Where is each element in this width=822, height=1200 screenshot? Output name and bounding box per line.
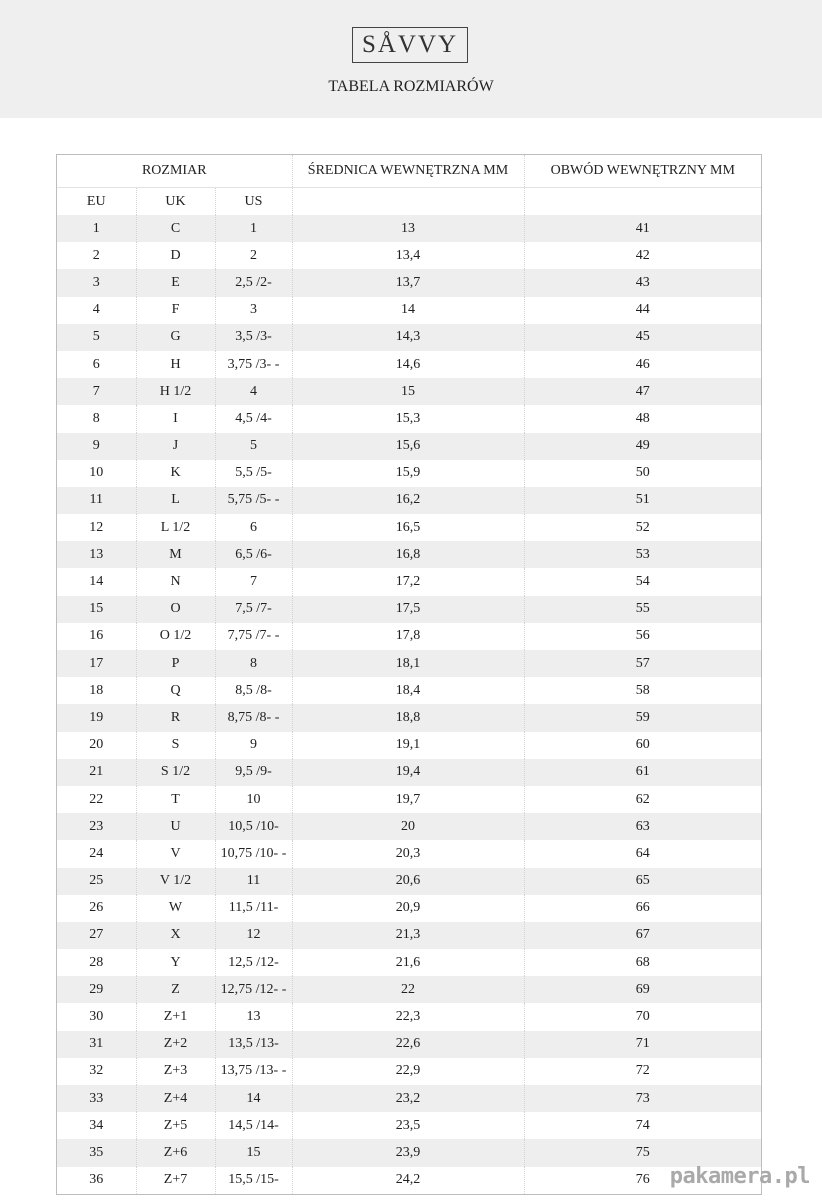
cell-eu: 30: [57, 1003, 136, 1030]
table-row: [57, 1112, 761, 1139]
cell-inner-circumference: 76: [524, 1167, 761, 1194]
cell-eu: 21: [57, 759, 136, 786]
cell-us: 13,75 /13- -: [215, 1058, 292, 1085]
cell-us: 15,5 /15-: [215, 1167, 292, 1194]
cell-inner-circumference: 63: [524, 813, 761, 840]
table-row: [57, 541, 761, 568]
cell-eu: 24: [57, 840, 136, 867]
table-row: [57, 297, 761, 324]
cell-uk: Z+7: [136, 1167, 215, 1194]
cell-uk: Z+5: [136, 1112, 215, 1139]
cell-inner-diameter: 14: [292, 297, 524, 324]
cell-eu: 20: [57, 732, 136, 759]
cell-eu: 19: [57, 704, 136, 731]
cell-eu: 22: [57, 786, 136, 813]
cell-uk: J: [136, 433, 215, 460]
cell-eu: 25: [57, 868, 136, 895]
cell-us: 3,75 /3- -: [215, 351, 292, 378]
cell-uk: Z+4: [136, 1085, 215, 1112]
cell-us: 13: [215, 1003, 292, 1030]
table-row: [57, 568, 761, 595]
brand-logo: SÅVVY: [352, 27, 468, 63]
cell-inner-circumference: 49: [524, 433, 761, 460]
cell-uk: X: [136, 922, 215, 949]
cell-eu: 8: [57, 405, 136, 432]
cell-inner-circumference: 67: [524, 922, 761, 949]
cell-uk: Z+1: [136, 1003, 215, 1030]
cell-uk: C: [136, 215, 215, 242]
subheader-row: [57, 188, 761, 216]
cell-inner-circumference: 65: [524, 868, 761, 895]
cell-us: 5,75 /5- -: [215, 487, 292, 514]
cell-eu: 2: [57, 242, 136, 269]
cell-inner-diameter: 17,8: [292, 623, 524, 650]
cell-uk: V: [136, 840, 215, 867]
cell-inner-circumference: 66: [524, 895, 761, 922]
cell-inner-diameter: 13: [292, 215, 524, 242]
cell-eu: 33: [57, 1085, 136, 1112]
subheader-uk: UK: [136, 188, 215, 216]
table-row: [57, 1167, 761, 1194]
cell-us: 3,5 /3-: [215, 324, 292, 351]
table-row: [57, 813, 761, 840]
cell-inner-circumference: 61: [524, 759, 761, 786]
cell-inner-circumference: 56: [524, 623, 761, 650]
cell-inner-circumference: 62: [524, 786, 761, 813]
cell-inner-circumference: 64: [524, 840, 761, 867]
cell-inner-diameter: 20,6: [292, 868, 524, 895]
cell-uk: H: [136, 351, 215, 378]
cell-inner-diameter: 24,2: [292, 1167, 524, 1194]
cell-inner-circumference: 69: [524, 976, 761, 1003]
cell-inner-circumference: 45: [524, 324, 761, 351]
cell-inner-diameter: 18,1: [292, 650, 524, 677]
table-row: [57, 405, 761, 432]
cell-eu: 16: [57, 623, 136, 650]
cell-uk: H 1/2: [136, 378, 215, 405]
cell-inner-diameter: 20: [292, 813, 524, 840]
subheader-empty: [524, 188, 761, 216]
cell-uk: O: [136, 596, 215, 623]
cell-inner-circumference: 74: [524, 1112, 761, 1139]
cell-us: 14: [215, 1085, 292, 1112]
cell-uk: S: [136, 732, 215, 759]
page-title: TABELA ROZMIARÓW: [328, 78, 494, 95]
cell-inner-circumference: 58: [524, 677, 761, 704]
cell-us: 10,5 /10-: [215, 813, 292, 840]
cell-eu: 9: [57, 433, 136, 460]
cell-us: 4,5 /4-: [215, 405, 292, 432]
cell-inner-diameter: 17,2: [292, 568, 524, 595]
table-row: [57, 324, 761, 351]
cell-us: 10,75 /10- -: [215, 840, 292, 867]
cell-us: 3: [215, 297, 292, 324]
table-row: [57, 460, 761, 487]
table-row: [57, 677, 761, 704]
cell-us: 11: [215, 868, 292, 895]
cell-us: 9,5 /9-: [215, 759, 292, 786]
cell-eu: 6: [57, 351, 136, 378]
cell-inner-circumference: 75: [524, 1139, 761, 1166]
cell-eu: 1: [57, 215, 136, 242]
cell-uk: F: [136, 297, 215, 324]
header-row: [57, 155, 761, 188]
cell-inner-circumference: 73: [524, 1085, 761, 1112]
table-row: [57, 732, 761, 759]
cell-uk: E: [136, 269, 215, 296]
cell-inner-diameter: 15,3: [292, 405, 524, 432]
cell-inner-diameter: 21,6: [292, 949, 524, 976]
cell-inner-circumference: 52: [524, 514, 761, 541]
cell-uk: Y: [136, 949, 215, 976]
cell-us: 10: [215, 786, 292, 813]
cell-eu: 32: [57, 1058, 136, 1085]
cell-inner-circumference: 53: [524, 541, 761, 568]
table-row: [57, 623, 761, 650]
cell-inner-circumference: 68: [524, 949, 761, 976]
cell-inner-circumference: 54: [524, 568, 761, 595]
table-row: [57, 650, 761, 677]
cell-inner-circumference: 70: [524, 1003, 761, 1030]
cell-uk: T: [136, 786, 215, 813]
table-row: [57, 351, 761, 378]
cell-us: 12,5 /12-: [215, 949, 292, 976]
cell-inner-diameter: 22,3: [292, 1003, 524, 1030]
cell-inner-circumference: 55: [524, 596, 761, 623]
cell-inner-diameter: 22: [292, 976, 524, 1003]
cell-inner-diameter: 23,9: [292, 1139, 524, 1166]
cell-us: 14,5 /14-: [215, 1112, 292, 1139]
header-inner-diameter: ŚREDNICA WEWNĘTRZNA MM: [292, 155, 524, 188]
cell-uk: D: [136, 242, 215, 269]
cell-uk: G: [136, 324, 215, 351]
cell-inner-circumference: 47: [524, 378, 761, 405]
cell-inner-diameter: 13,4: [292, 242, 524, 269]
cell-us: 11,5 /11-: [215, 895, 292, 922]
cell-inner-circumference: 42: [524, 242, 761, 269]
cell-uk: V 1/2: [136, 868, 215, 895]
cell-inner-circumference: 57: [524, 650, 761, 677]
cell-inner-diameter: 19,4: [292, 759, 524, 786]
cell-inner-circumference: 48: [524, 405, 761, 432]
cell-uk: R: [136, 704, 215, 731]
cell-inner-circumference: 46: [524, 351, 761, 378]
table-row: [57, 433, 761, 460]
cell-us: 1: [215, 215, 292, 242]
cell-eu: 11: [57, 487, 136, 514]
cell-us: 12: [215, 922, 292, 949]
cell-us: 9: [215, 732, 292, 759]
table-row: [57, 514, 761, 541]
table-row: [57, 895, 761, 922]
cell-us: 8,75 /8- -: [215, 704, 292, 731]
cell-us: 12,75 /12- -: [215, 976, 292, 1003]
cell-inner-diameter: 23,2: [292, 1085, 524, 1112]
cell-inner-diameter: 16,2: [292, 487, 524, 514]
table-row: [57, 1139, 761, 1166]
cell-inner-diameter: 22,6: [292, 1031, 524, 1058]
cell-inner-diameter: 19,7: [292, 786, 524, 813]
table-row: [57, 269, 761, 296]
cell-us: 6,5 /6-: [215, 541, 292, 568]
table-row: [57, 242, 761, 269]
subheader-us: US: [215, 188, 292, 216]
cell-uk: Q: [136, 677, 215, 704]
table-row: [57, 759, 761, 786]
subheader-empty: [292, 188, 524, 216]
table-row: [57, 868, 761, 895]
cell-inner-circumference: 72: [524, 1058, 761, 1085]
cell-eu: 5: [57, 324, 136, 351]
cell-uk: I: [136, 405, 215, 432]
table-row: [57, 378, 761, 405]
cell-eu: 35: [57, 1139, 136, 1166]
cell-us: 5: [215, 433, 292, 460]
cell-us: 7,75 /7- -: [215, 623, 292, 650]
cell-uk: Z+2: [136, 1031, 215, 1058]
cell-uk: L: [136, 487, 215, 514]
cell-eu: 13: [57, 541, 136, 568]
watermark: pakamera.pl: [669, 1164, 810, 1189]
cell-eu: 23: [57, 813, 136, 840]
cell-uk: O 1/2: [136, 623, 215, 650]
cell-uk: Z: [136, 976, 215, 1003]
table-row: [57, 1003, 761, 1030]
cell-inner-diameter: 15,6: [292, 433, 524, 460]
size-chart: [56, 154, 762, 1195]
table-row: [57, 1085, 761, 1112]
size-table-body: [57, 215, 761, 1194]
cell-inner-diameter: 15,9: [292, 460, 524, 487]
cell-uk: N: [136, 568, 215, 595]
table-row: [57, 704, 761, 731]
cell-inner-circumference: 59: [524, 704, 761, 731]
cell-us: 13,5 /13-: [215, 1031, 292, 1058]
table-row: [57, 596, 761, 623]
cell-eu: 12: [57, 514, 136, 541]
cell-us: 6: [215, 514, 292, 541]
cell-eu: 36: [57, 1167, 136, 1194]
table-row: [57, 840, 761, 867]
cell-inner-diameter: 20,3: [292, 840, 524, 867]
cell-inner-circumference: 51: [524, 487, 761, 514]
cell-inner-diameter: 16,5: [292, 514, 524, 541]
cell-inner-diameter: 20,9: [292, 895, 524, 922]
table-row: [57, 786, 761, 813]
cell-inner-diameter: 13,7: [292, 269, 524, 296]
cell-inner-diameter: 15: [292, 378, 524, 405]
cell-eu: 14: [57, 568, 136, 595]
cell-eu: 7: [57, 378, 136, 405]
table-row: [57, 215, 761, 242]
cell-inner-circumference: 71: [524, 1031, 761, 1058]
cell-uk: K: [136, 460, 215, 487]
cell-us: 2: [215, 242, 292, 269]
cell-us: 2,5 /2-: [215, 269, 292, 296]
cell-eu: 34: [57, 1112, 136, 1139]
cell-uk: Z+6: [136, 1139, 215, 1166]
cell-eu: 31: [57, 1031, 136, 1058]
cell-inner-circumference: 44: [524, 297, 761, 324]
cell-uk: P: [136, 650, 215, 677]
cell-uk: W: [136, 895, 215, 922]
table-row: [57, 1058, 761, 1085]
cell-inner-diameter: 14,3: [292, 324, 524, 351]
cell-eu: 17: [57, 650, 136, 677]
cell-inner-diameter: 22,9: [292, 1058, 524, 1085]
cell-us: 8: [215, 650, 292, 677]
cell-us: 8,5 /8-: [215, 677, 292, 704]
cell-us: 5,5 /5-: [215, 460, 292, 487]
cell-uk: S 1/2: [136, 759, 215, 786]
cell-inner-circumference: 43: [524, 269, 761, 296]
cell-inner-diameter: 18,4: [292, 677, 524, 704]
table-row: [57, 1031, 761, 1058]
cell-eu: 18: [57, 677, 136, 704]
size-table: [57, 155, 761, 1194]
cell-eu: 27: [57, 922, 136, 949]
table-row: [57, 976, 761, 1003]
cell-uk: U: [136, 813, 215, 840]
cell-inner-diameter: 14,6: [292, 351, 524, 378]
cell-inner-diameter: 21,3: [292, 922, 524, 949]
cell-eu: 29: [57, 976, 136, 1003]
subheader-eu: EU: [57, 188, 136, 216]
cell-us: 7,5 /7-: [215, 596, 292, 623]
cell-eu: 4: [57, 297, 136, 324]
header-size-group: ROZMIAR: [57, 155, 292, 188]
table-row: [57, 487, 761, 514]
cell-uk: L 1/2: [136, 514, 215, 541]
cell-inner-diameter: 17,5: [292, 596, 524, 623]
cell-inner-diameter: 16,8: [292, 541, 524, 568]
cell-inner-diameter: 19,1: [292, 732, 524, 759]
cell-inner-circumference: 50: [524, 460, 761, 487]
cell-inner-diameter: 18,8: [292, 704, 524, 731]
cell-eu: 10: [57, 460, 136, 487]
table-row: [57, 949, 761, 976]
cell-inner-circumference: 41: [524, 215, 761, 242]
table-row: [57, 922, 761, 949]
cell-eu: 26: [57, 895, 136, 922]
cell-inner-circumference: 60: [524, 732, 761, 759]
cell-us: 15: [215, 1139, 292, 1166]
cell-uk: M: [136, 541, 215, 568]
cell-eu: 28: [57, 949, 136, 976]
cell-us: 4: [215, 378, 292, 405]
cell-uk: Z+3: [136, 1058, 215, 1085]
cell-eu: 3: [57, 269, 136, 296]
header-inner-circumference: OBWÓD WEWNĘTRZNY MM: [524, 155, 761, 188]
cell-us: 7: [215, 568, 292, 595]
page-header: [0, 0, 822, 118]
cell-eu: 15: [57, 596, 136, 623]
cell-inner-diameter: 23,5: [292, 1112, 524, 1139]
